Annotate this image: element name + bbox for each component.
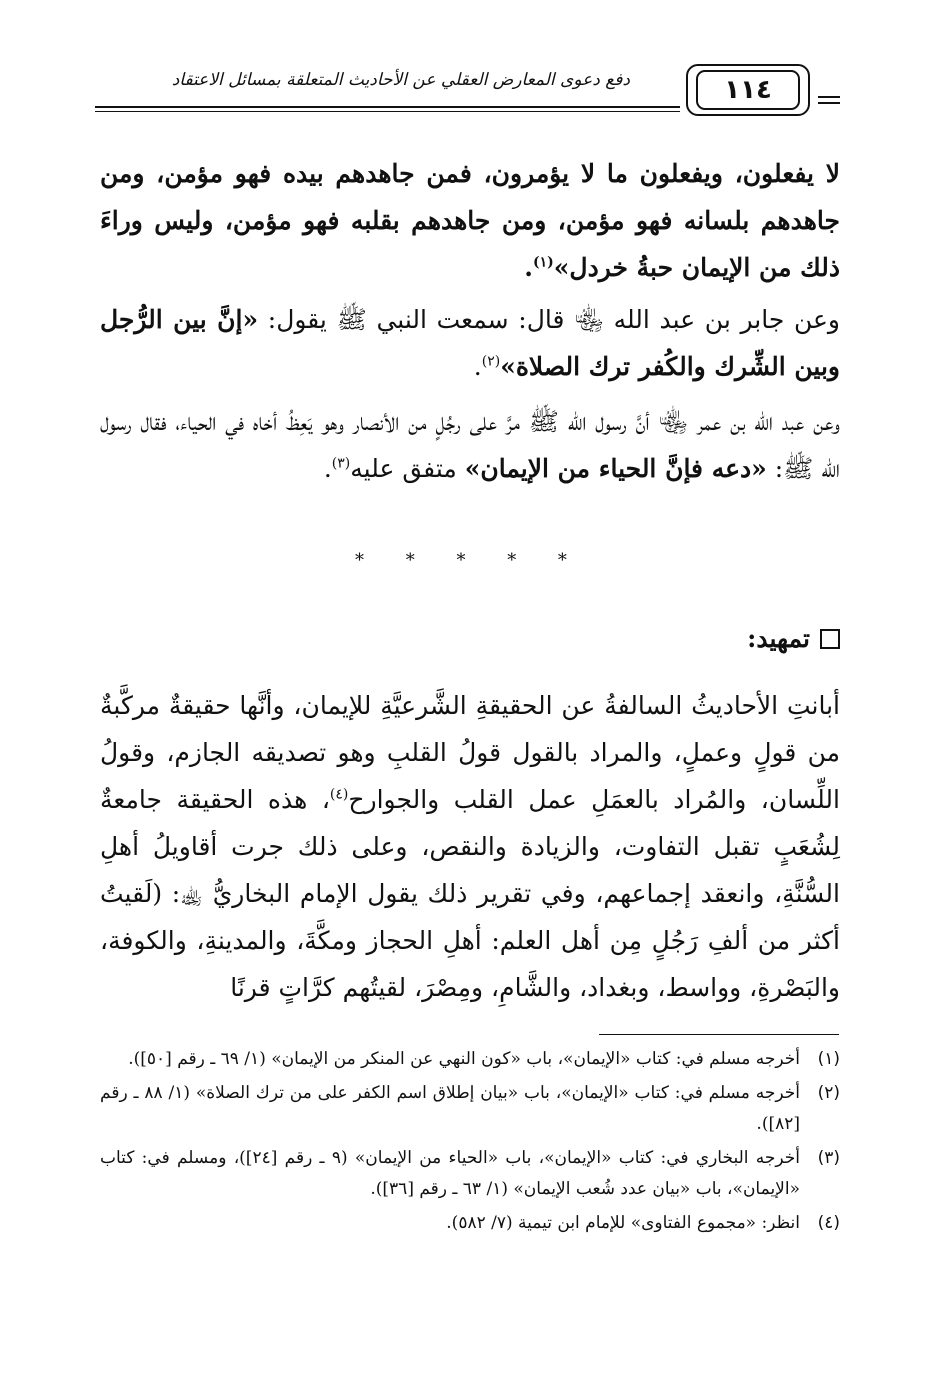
- paragraph-3-intro: وعن عبد الله بن عمر ﵄ أنَّ رسول الله ﷺ مرَّ على رجُلٍ من الأنصار وهو يَعِظُ أخاه في الحياء، فقال رسول الله ﷺ:: [100, 407, 840, 483]
- footnote-text: أخرجه مسلم في: كتاب «الإيمان»، باب «كون النهي عن المنكر من الإيمان» (١/ ٦٩ ـ رقم [٥٠]).: [128, 1049, 800, 1069]
- paragraph-1-end: .: [524, 253, 533, 282]
- footnote-item: [100, 1208, 840, 1239]
- footnote-number: (٣): [817, 1148, 840, 1168]
- footnote-ref-1[interactable]: (١): [533, 254, 554, 271]
- footnote-text: أخرجه البخاري في: كتاب «الإيمان»، باب «الحياء من الإيمان» (٩ ـ رقم [٢٤])، ومسلم في: كتاب «الإيمان»، باب «بيان عدد شُعب الإيمان» (١/ ٦٣ ـ رقم [٣٦]).: [100, 1148, 800, 1199]
- footnote-ref-2[interactable]: (٢): [481, 353, 501, 370]
- footnote-ref-4[interactable]: (٤): [329, 786, 349, 803]
- paragraph-4-text: أبانتِ الأحاديثُ السالفةُ عن الحقيقةِ الشَّرعيَّةِ للإيمان، وأنَّها حقيقةٌ مركَّبةٌ من قولٍ وعملٍ، والمراد بالقول قولُ القلبِ وهو تصديقه الجازم، وقولُ اللِّسان، والمُراد بالعمَلِ عمل القلب والجوارح: [100, 691, 840, 814]
- footnotes: [100, 1044, 840, 1242]
- paragraph-2-end: .: [473, 352, 482, 381]
- footnote-divider: [599, 1034, 839, 1035]
- hadith-quote-2: «إنَّ بين الرُّجل وبين الشِّرك والكُفر ترك الصلاة»: [100, 305, 840, 381]
- paragraph-3-post: متفق عليه: [350, 454, 465, 483]
- page-header: [95, 62, 840, 126]
- footnote-text: أخرجه مسلم في: كتاب «الإيمان»، باب «بيان إطلاق اسم الكفر على من ترك الصلاة» (١/ ٨٨ ـ رقم [٨٢]).: [100, 1083, 800, 1134]
- hadith-quote-3: «دعه فإنَّ الحياء من الإيمان»: [464, 454, 767, 483]
- paragraph-1: [100, 150, 840, 291]
- section-separator-stars: * * * * *: [355, 550, 585, 571]
- footnote-number: (١): [817, 1049, 840, 1069]
- footnote-text: انظر: «مجموع الفتاوى» للإمام ابن تيمية (٧/ ٥٨٢).: [446, 1213, 800, 1233]
- footnote-item: [100, 1044, 840, 1075]
- paragraph-3: [100, 398, 840, 492]
- page-number-frame: [686, 64, 810, 116]
- header-rule-right: [818, 96, 840, 104]
- section-heading-text: تمهيد:: [747, 624, 810, 653]
- square-bullet-icon: [820, 629, 840, 649]
- paragraph-1-text: لا يفعلون، ويفعلون ما لا يؤمرون، فمن جاهدهم بيده فهو مؤمن، ومن جاهدهم بلسانه فهو مؤمن، ومن جاهدهم بقلبه فهو مؤمن، وليس وراءَ ذلك من الإيمان حبةُ خردل»: [100, 159, 840, 282]
- footnote-item: [100, 1143, 840, 1205]
- page-number: ١١٤: [696, 70, 800, 110]
- paragraph-4-continued: ، هذه الحقيقة جامعةٌ لِشُعَبٍ تقبل التفاوت، والزيادة والنقص، وعلى ذلك جرت أقاويلُ أهلِ السُّنَّةِ، وانعقد إجماعهم، وفي تقرير ذلك يقول الإمام البخاريُّ ﵀: (لَقيتُ أكثر من ألفِ رَجُلٍ مِن أهل العلم: أهلِ الحجاز ومكَّةَ، والمدينةِ، والكوفة، والبَصْرةِ، وواسط، وبغداد، والشَّامِ، ومِصْرَ، لقيتُهم كرَّاتٍ قرنًا: [100, 785, 840, 1002]
- footnote-number: (٢): [817, 1083, 840, 1103]
- footnote-number: (٤): [817, 1213, 840, 1233]
- running-title: دفع دعوى المعارض العقلي عن الأحاديث المتعلقة بمسائل الاعتقاد: [171, 70, 630, 90]
- paragraph-2-intro: وعن جابر بن عبد الله ﵄ قال: سمعت النبي ﷺ يقول:: [258, 305, 840, 334]
- paragraph-2: [100, 296, 840, 390]
- section-heading: [747, 624, 840, 653]
- paragraph-3-end: .: [323, 454, 332, 483]
- footnote-ref-3[interactable]: (٣): [331, 455, 351, 472]
- header-rule-left: [95, 106, 680, 112]
- footnote-item: [100, 1078, 840, 1140]
- paragraph-4: [100, 682, 840, 1011]
